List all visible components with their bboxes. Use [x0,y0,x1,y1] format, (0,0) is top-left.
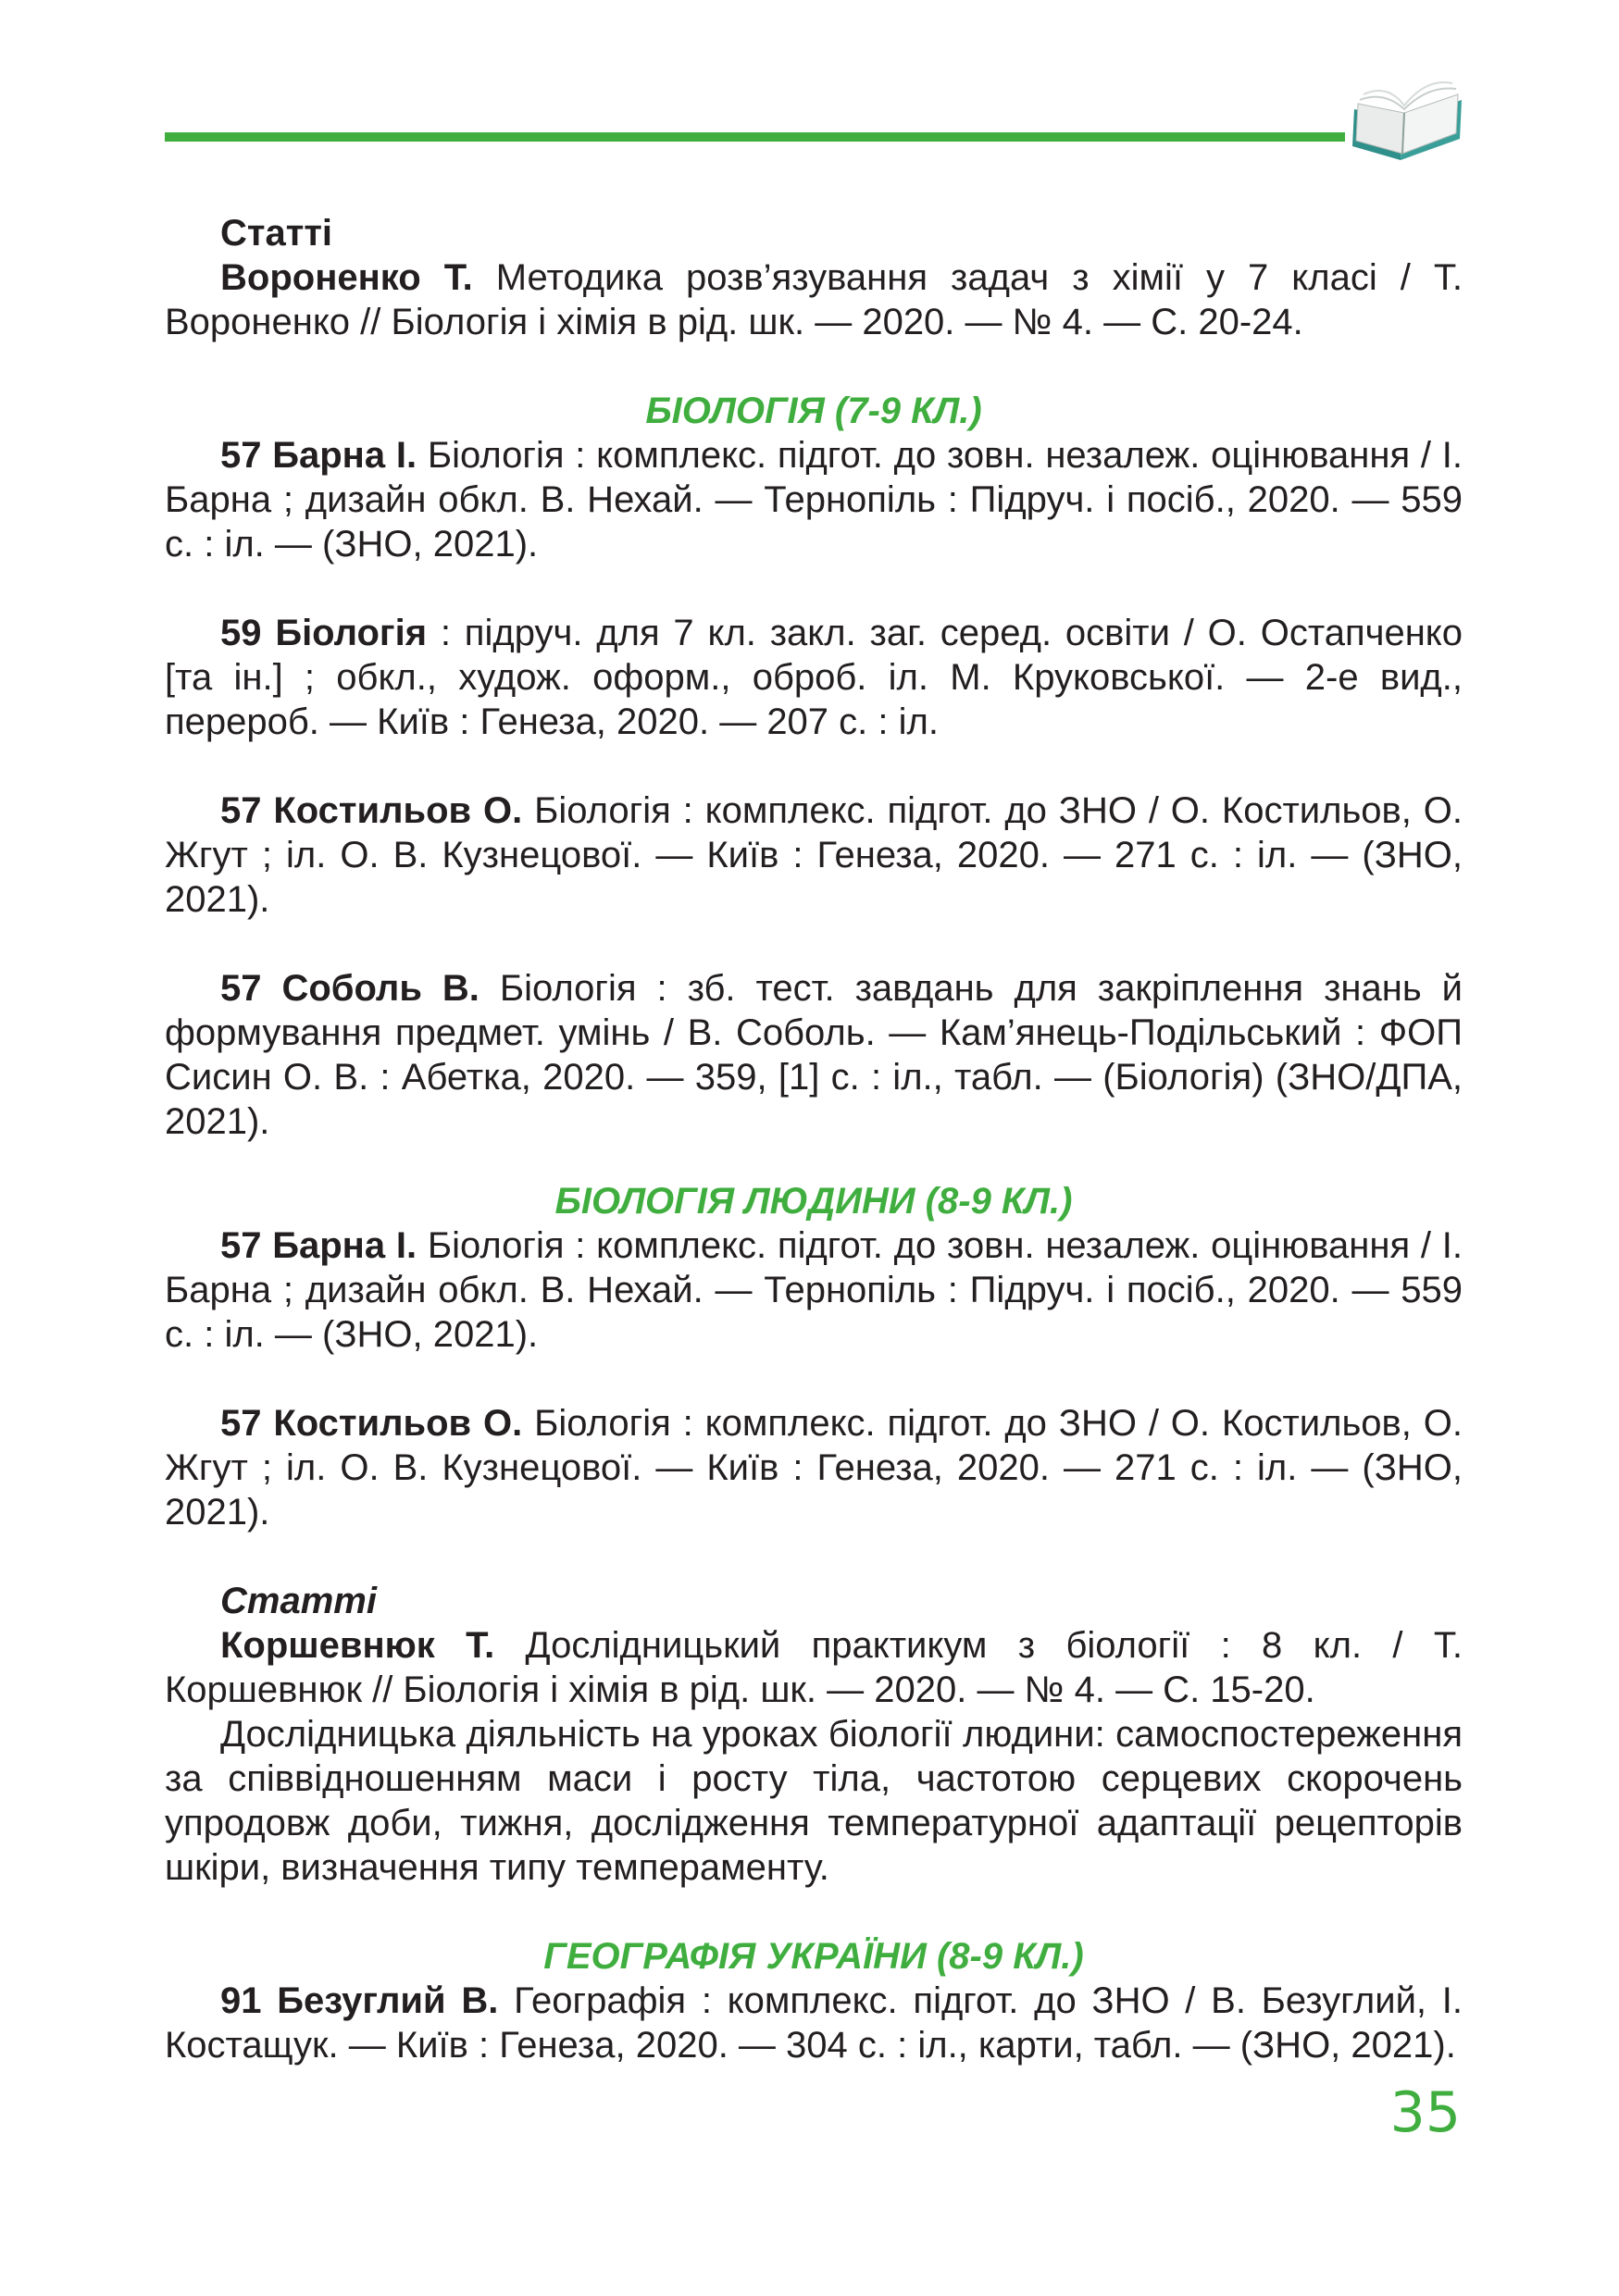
bibliography-entry [165,1401,1463,1534]
entry-text: Біологія : комплекс. підгот. до ЗНО / О. Костильов, О. Жгут ; іл. О. В. Кузнецової. — Київ : Генеза, 2020. — 271 с. : іл. — (ЗНО, 2021). [165,790,1463,920]
entry-text: Біологія : комплекс. підгот. до зовн. незалеж. оцінювання / І. Барна ; дизайн обкл. В. Нехай. — Тернопіль : Підруч. і посіб., 2020. — 559 с. : іл. — (ЗНО, 2021). [165,435,1463,565]
bibliography-entry [165,966,1463,1144]
entry-text: Дослідницький практикум з біології : 8 кл. / Т. Коршевнюк // Біологія і хімія в рід. шк. — 2020. — № 4. — С. 15-20. [165,1625,1463,1710]
entry-lead: 57 Костильов О. [220,1403,523,1444]
section-heading-geography-ukraine: ГЕОГРАФІЯ УКРАЇНИ (8-9 КЛ.) [543,1936,1084,1977]
articles-subheading: Статті [220,213,333,254]
bibliography-entry [165,611,1463,744]
entry-text: Біологія : зб. тест. завдань для закріплення знань й формування предмет. умінь / В. Соболь. — Кам’янець-Подільський : ФОП Сисин О. В. : Абетка, 2020. — 359, [1] с. : іл., табл. — (Біологія) (ЗНО/ДПА, 2021). [165,968,1463,1142]
bibliography-entry [165,1223,1463,1357]
entry-lead: 57 Барна І. [220,435,417,476]
bibliography-entry [165,433,1463,566]
entry-lead: 57 Костильов О. [220,790,523,831]
entry-lead: 57 Барна І. [220,1225,417,1266]
entry-text: Біологія : комплекс. підгот. до ЗНО / О. Костильов, О. Жгут ; іл. О. В. Кузнецової. — Київ : Генеза, 2020. — 271 с. : іл. — (ЗНО, 2021). [165,1403,1463,1533]
bibliography-entry [165,255,1463,344]
bibliography-entry [165,788,1463,922]
entry-lead: 91 Безуглий В. [220,1980,499,2021]
entry-lead: 57 Соболь В. [220,968,479,1009]
entry-lead: 59 Біологія [220,613,428,653]
bibliography-content [165,211,1463,2067]
bibliography-entry [165,1623,1463,1712]
entry-lead: Вороненко Т. [220,257,473,298]
entry-text: Біологія : комплекс. підгот. до зовн. незалеж. оцінювання / І. Барна ; дизайн обкл. В. Нехай. — Тернопіль : Підруч. і посіб., 2020. — 559 с. : іл. — (ЗНО, 2021). [165,1225,1463,1355]
articles-subheading: Статті [220,1581,377,1621]
section-heading-biology-7-9: БІОЛОГІЯ (7-9 КЛ.) [645,391,982,431]
entry-annotation: Дослідницька діяльність на уроках біології людини: самоспостереження за співвідношенням маси і росту тіла, частотою серцевих скорочень упродовж доби, тижня, дослідження температурної адаптації рецепторів шкіри, визначення типу темпераменту. [165,1714,1463,1888]
entry-text: Методика розв’язування задач з хімії у 7 класі / Т. Вороненко // Біологія і хімія в рід. шк. — 2020. — № 4. — С. 20-24. [165,257,1463,342]
entry-text: Географія : комплекс. підгот. до ЗНО / В. Безуглий, І. Костащук. — Київ : Генеза, 2020. — 304 с. : іл., карти, табл. — (ЗНО, 2021). [165,1980,1463,2066]
section-heading-human-biology: БІОЛОГІЯ ЛЮДИНИ (8-9 КЛ.) [554,1181,1073,1222]
header-rule [165,132,1345,142]
entry-text: : підруч. для 7 кл. закл. заг. серед. освіти / О. Остапченко [та ін.] ; обкл., худож. оформ., оброб. іл. М. Круковської. — 2-е вид., перероб. — Київ : Генеза, 2020. — 207 с. : іл. [165,613,1463,742]
page-number: 35 [1389,2080,1461,2145]
open-book-icon [1347,72,1467,165]
bibliography-entry [165,1979,1463,2067]
entry-lead: Коршевнюк Т. [220,1625,495,1666]
